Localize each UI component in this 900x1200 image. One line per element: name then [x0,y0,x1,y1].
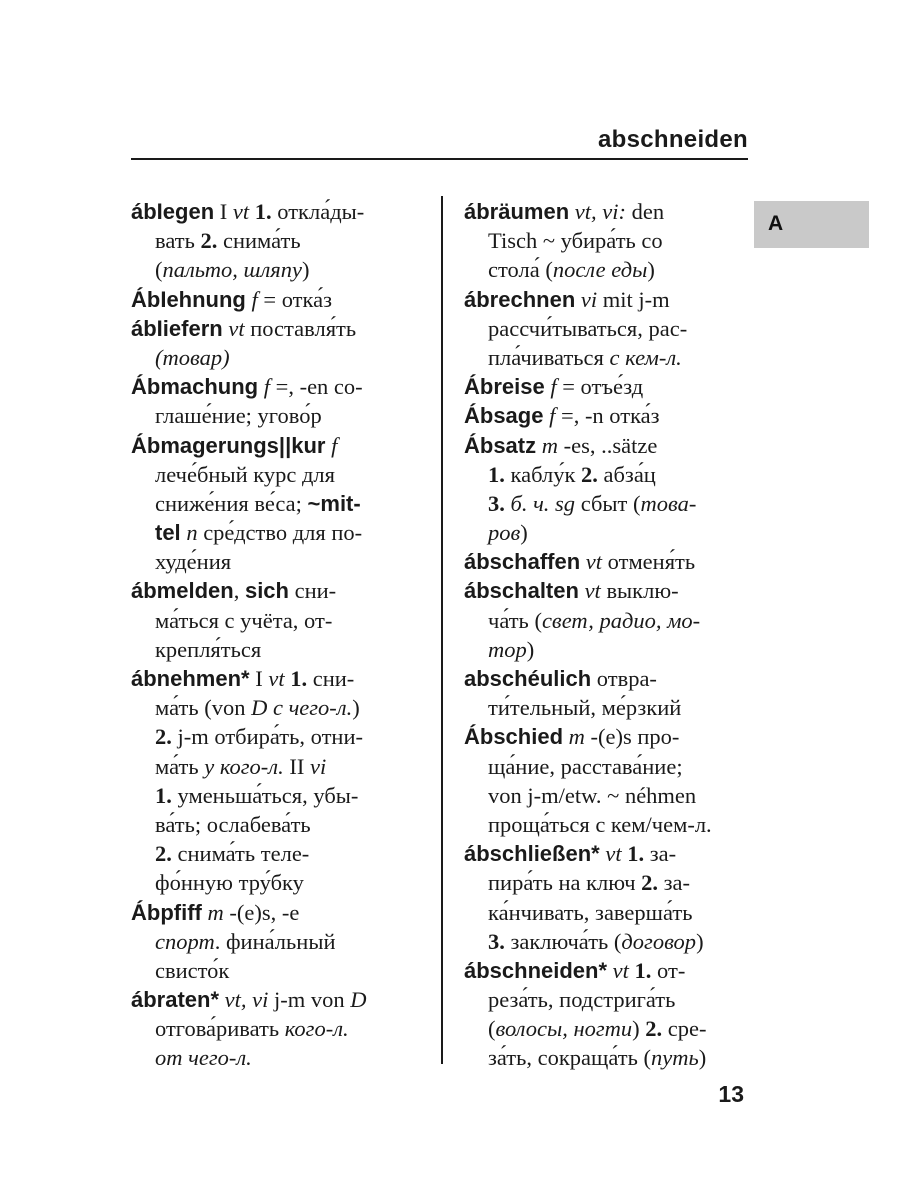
entry-line: тор) [488,636,535,662]
entry-line: (пальто, шляпу) [155,257,310,283]
letter-tab [754,201,869,248]
entry-headline: ábmelden, sich сни- [131,578,337,604]
entry-line: ма́ть у кого-л. II vi [155,753,327,779]
entry-line: (волосы, ногти) 2. сре- [488,1016,707,1042]
entry-line: фо́нную тру́бку [155,870,304,896]
entry-line: свисто́к [155,957,230,983]
entry-line: ва́ть; ослабева́ть [155,811,311,837]
entry-line: tel n сре́дство для по- [155,520,363,546]
entry-line: проща́ться с кем/чем-л. [488,811,712,837]
entry-headline: ábschalten vt выклю- [464,578,679,604]
entry-headline: ábnehmen* I vt 1. сни- [131,666,355,691]
entry-line: ти́тельный, ме́рзкий [488,695,682,721]
entry-headline: ábIegen I vt 1. откла́ды- [131,199,365,224]
entry-headline: Ábsage f =, -n отка́з [464,403,660,429]
entry-headline: abschéulich отвра- [464,666,657,691]
entry-line: von j-m/etw. ~ néhmen [488,782,697,808]
entry-headline: ábschließen* vt 1. за- [464,841,677,867]
left-column [131,197,421,1073]
entry-line: 2. снима́ть теле- [155,841,310,867]
entry-line: лече́бный курс для [155,461,335,487]
entry-line: Tisch ~ убира́ть со [488,228,663,254]
entry-headline: ÁbIehnung f = отка́з [131,286,332,312]
entry-line: 3. заключа́ть (договор) [488,928,704,954]
entry-line: реза́ть, подстрига́ть [488,987,676,1013]
entry-line: ка́нчивать, заверша́ть [488,899,693,925]
entry-line: ма́ть (von D с чего-л.) [155,695,360,721]
entry-line: 1. каблу́к 2. абза́ц [488,461,656,487]
entry-headline: Ábpfiff m -(e)s, -e [131,899,300,925]
entry-line: отгова́ривать кого-л. [155,1016,349,1042]
entry-line: 3. б. ч. sg сбыт (това- [488,490,697,516]
entry-line: рассчи́тываться, рас- [488,315,688,341]
entry-line: за́ть, сокраща́ть (путь) [488,1045,707,1071]
entry-line: от чего-л. [155,1045,252,1071]
entry-headline: ábrechnen vi mit j-m [464,286,670,312]
entry-headline: ábIiefern vt поставля́ть [131,315,357,341]
entry-headline: Ábsatz m -es, ..sätze [464,432,658,458]
entry-line: худе́ния [155,549,232,575]
entry-line: ров) [488,520,528,546]
entry-line: ма́ться с учёта, от- [155,607,333,633]
entry-headline: Ábschied m -(e)s про- [464,724,680,750]
entry-headline: Ábmagerungs||kur f [131,432,338,458]
entry-line: стола́ (после еды) [488,257,655,283]
entry-line: 1. уменьша́ться, убы- [155,782,359,808]
entry-line: пла́чиваться с кем-л. [488,344,682,370]
right-column [464,197,754,1073]
page-number: 13 [718,1081,744,1107]
entry-line: 2. j-m отбира́ть, отни- [155,724,364,750]
letter-tab-label: A [768,212,784,235]
entry-line: пира́ть на ключ 2. за- [488,870,691,896]
entry-line: сниже́ния ве́са; ~mit- [155,490,361,516]
entry-line: спорт. фина́льный [155,928,336,954]
entry-line: вать 2. снима́ть [155,228,301,254]
entry-headline: ábschneiden* vt 1. от- [464,957,686,983]
entry-headline: ábschaffen vt отменя́ть [464,549,696,575]
entry-line: ща́ние, расстава́ние; [488,753,683,779]
entry-line: ча́ть (свет, радио, мо- [488,607,701,633]
entry-line: (товар) [155,344,230,370]
entry-headline: ábräumen vt, vi: den [464,199,665,224]
entry-line: глаше́ние; угово́р [155,403,322,429]
entry-line: крепля́ться [155,636,262,662]
column-divider [441,196,443,1064]
entry-headline: ábraten* vt, vi j-m von D [131,987,367,1013]
entry-headline: Ábmachung f =, -en со- [131,374,363,400]
header-rule [131,158,748,160]
entry-headline: Ábreise f = отъе́зд [464,374,644,400]
running-head: abschneiden [597,126,748,153]
